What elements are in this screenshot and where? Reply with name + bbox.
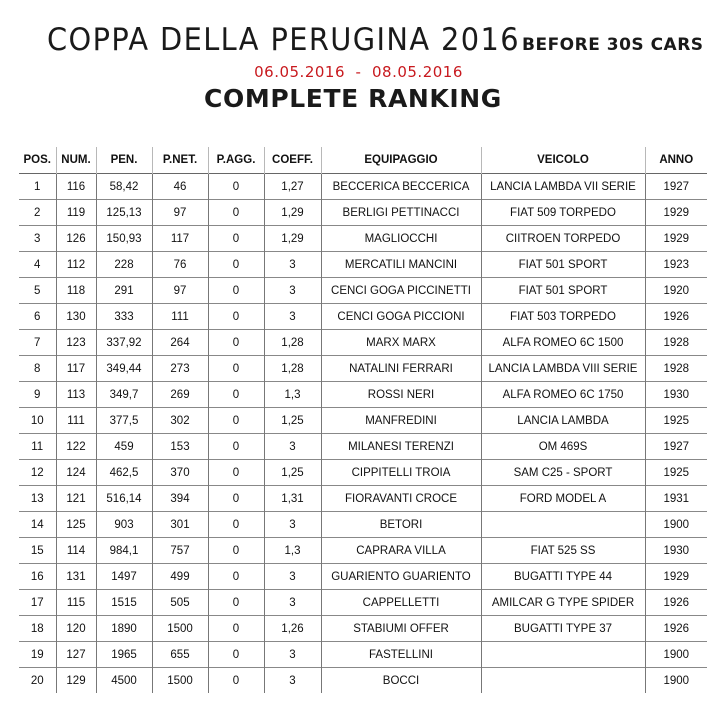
cell-veicolo: BUGATTI TYPE 44 (481, 564, 645, 590)
cell-veicolo: BUGATTI TYPE 37 (481, 616, 645, 642)
cell-pnet: 111 (152, 304, 208, 330)
cell-pos: 10 (19, 408, 56, 434)
cell-pagg: 0 (208, 226, 264, 252)
cell-equipaggio: CAPPELLETTI (321, 590, 481, 616)
cell-pnet: 153 (152, 434, 208, 460)
cell-veicolo: OM 469S (481, 434, 645, 460)
col-header-pagg: P.AGG. (208, 147, 264, 174)
cell-pos: 17 (19, 590, 56, 616)
table-row (19, 174, 707, 200)
cell-coeff: 3 (264, 590, 321, 616)
table-row (19, 564, 707, 590)
cell-num: 121 (56, 486, 96, 512)
cell-pagg: 0 (208, 642, 264, 668)
table-row (19, 486, 707, 512)
cell-equipaggio: MILANESI TERENZI (321, 434, 481, 460)
cell-pos: 6 (19, 304, 56, 330)
cell-pagg: 0 (208, 330, 264, 356)
cell-num: 125 (56, 512, 96, 538)
cell-anno: 1927 (645, 434, 707, 460)
cell-pagg: 0 (208, 486, 264, 512)
event-dates: 06.05.2016 - 08.05.2016 (254, 63, 463, 81)
cell-veicolo: FIAT 525 SS (481, 538, 645, 564)
cell-coeff: 3 (264, 304, 321, 330)
cell-pos: 14 (19, 512, 56, 538)
cell-pnet: 505 (152, 590, 208, 616)
cell-pos: 20 (19, 668, 56, 694)
cell-veicolo: ALFA ROMEO 6C 1500 (481, 330, 645, 356)
title-row (0, 22, 717, 66)
table-row (19, 304, 707, 330)
cell-pagg: 0 (208, 668, 264, 694)
cell-coeff: 1,28 (264, 330, 321, 356)
col-header-equipaggio: EQUIPAGGIO (321, 147, 481, 174)
cell-pnet: 264 (152, 330, 208, 356)
cell-veicolo: FIAT 503 TORPEDO (481, 304, 645, 330)
table-row (19, 590, 707, 616)
cell-pen: 516,14 (96, 486, 152, 512)
cell-pagg: 0 (208, 304, 264, 330)
cell-pagg: 0 (208, 512, 264, 538)
table-row (19, 408, 707, 434)
cell-num: 129 (56, 668, 96, 694)
cell-equipaggio: FIORAVANTI CROCE (321, 486, 481, 512)
ranking-table (19, 147, 707, 693)
cell-equipaggio: CAPRARA VILLA (321, 538, 481, 564)
cell-pen: 337,92 (96, 330, 152, 356)
cell-coeff: 3 (264, 278, 321, 304)
cell-pen: 349,44 (96, 356, 152, 382)
cell-anno: 1923 (645, 252, 707, 278)
cell-equipaggio: FASTELLINI (321, 642, 481, 668)
cell-num: 120 (56, 616, 96, 642)
cell-veicolo (481, 512, 645, 538)
table-row (19, 382, 707, 408)
cell-pos: 4 (19, 252, 56, 278)
cell-coeff: 1,31 (264, 486, 321, 512)
cell-num: 115 (56, 590, 96, 616)
cell-num: 111 (56, 408, 96, 434)
cell-pen: 459 (96, 434, 152, 460)
table-row (19, 538, 707, 564)
table-row (19, 512, 707, 538)
cell-veicolo: ALFA ROMEO 6C 1750 (481, 382, 645, 408)
cell-anno: 1929 (645, 200, 707, 226)
cell-pos: 3 (19, 226, 56, 252)
cell-pen: 462,5 (96, 460, 152, 486)
cell-anno: 1928 (645, 356, 707, 382)
cell-pen: 125,13 (96, 200, 152, 226)
cell-pos: 9 (19, 382, 56, 408)
col-header-coeff: COEFF. (264, 147, 321, 174)
cell-pnet: 97 (152, 200, 208, 226)
cell-coeff: 3 (264, 252, 321, 278)
cell-coeff: 3 (264, 564, 321, 590)
cell-anno: 1927 (645, 174, 707, 200)
cell-pos: 11 (19, 434, 56, 460)
table-row (19, 434, 707, 460)
table-row (19, 642, 707, 668)
cell-pnet: 302 (152, 408, 208, 434)
cell-equipaggio: BETORI (321, 512, 481, 538)
cell-pos: 5 (19, 278, 56, 304)
table-header-row (19, 147, 707, 174)
cell-pagg: 0 (208, 278, 264, 304)
cell-pen: 984,1 (96, 538, 152, 564)
event-title: COPPA DELLA PERUGINA 2016 (47, 22, 521, 58)
cell-pagg: 0 (208, 356, 264, 382)
cell-num: 122 (56, 434, 96, 460)
cell-pagg: 0 (208, 538, 264, 564)
page-header (0, 0, 717, 140)
cell-equipaggio: MARX MARX (321, 330, 481, 356)
cell-num: 127 (56, 642, 96, 668)
cell-veicolo: FORD MODEL A (481, 486, 645, 512)
cell-veicolo: FIAT 501 SPORT (481, 278, 645, 304)
cell-num: 124 (56, 460, 96, 486)
cell-num: 116 (56, 174, 96, 200)
cell-anno: 1929 (645, 226, 707, 252)
cell-pen: 4500 (96, 668, 152, 694)
cell-coeff: 1,25 (264, 460, 321, 486)
cell-veicolo: FIAT 501 SPORT (481, 252, 645, 278)
cell-anno: 1928 (645, 330, 707, 356)
cell-coeff: 1,3 (264, 538, 321, 564)
cell-pnet: 269 (152, 382, 208, 408)
cell-pagg: 0 (208, 460, 264, 486)
cell-coeff: 1,29 (264, 226, 321, 252)
cell-equipaggio: CENCI GOGA PICCIONI (321, 304, 481, 330)
cell-num: 112 (56, 252, 96, 278)
cell-pen: 150,93 (96, 226, 152, 252)
cell-pagg: 0 (208, 252, 264, 278)
cell-num: 113 (56, 382, 96, 408)
cell-pnet: 301 (152, 512, 208, 538)
cell-equipaggio: GUARIENTO GUARIENTO (321, 564, 481, 590)
cell-coeff: 3 (264, 512, 321, 538)
cell-pagg: 0 (208, 408, 264, 434)
cell-num: 118 (56, 278, 96, 304)
cell-num: 130 (56, 304, 96, 330)
cell-equipaggio: ROSSI NERI (321, 382, 481, 408)
ranking-title: COMPLETE RANKING (204, 84, 502, 113)
cell-pen: 291 (96, 278, 152, 304)
cell-pnet: 76 (152, 252, 208, 278)
cell-coeff: 1,3 (264, 382, 321, 408)
cell-pen: 903 (96, 512, 152, 538)
cell-pagg: 0 (208, 174, 264, 200)
cell-coeff: 1,26 (264, 616, 321, 642)
cell-pen: 1965 (96, 642, 152, 668)
table-row (19, 252, 707, 278)
col-header-anno: ANNO (645, 147, 707, 174)
cell-num: 126 (56, 226, 96, 252)
cell-veicolo: LANCIA LAMBDA VIII SERIE (481, 356, 645, 382)
cell-anno: 1931 (645, 486, 707, 512)
cell-equipaggio: CENCI GOGA PICCINETTI (321, 278, 481, 304)
table-row (19, 356, 707, 382)
cell-pnet: 1500 (152, 668, 208, 694)
cell-equipaggio: NATALINI FERRARI (321, 356, 481, 382)
cell-pen: 349,7 (96, 382, 152, 408)
cell-equipaggio: MANFREDINI (321, 408, 481, 434)
cell-num: 123 (56, 330, 96, 356)
cell-equipaggio: BOCCI (321, 668, 481, 694)
cell-anno: 1920 (645, 278, 707, 304)
cell-pnet: 394 (152, 486, 208, 512)
cell-coeff: 3 (264, 642, 321, 668)
cell-pnet: 757 (152, 538, 208, 564)
cell-pnet: 97 (152, 278, 208, 304)
table-row (19, 668, 707, 694)
cell-anno: 1930 (645, 538, 707, 564)
table-row (19, 460, 707, 486)
col-header-num: NUM. (56, 147, 96, 174)
event-subtitle: BEFORE 30S CARS (522, 35, 704, 55)
cell-pos: 13 (19, 486, 56, 512)
cell-pagg: 0 (208, 200, 264, 226)
col-header-pnet: P.NET. (152, 147, 208, 174)
col-header-pos: POS. (23, 154, 51, 166)
cell-coeff: 1,27 (264, 174, 321, 200)
cell-coeff: 1,28 (264, 356, 321, 382)
cell-pen: 1497 (96, 564, 152, 590)
cell-equipaggio: MERCATILI MANCINI (321, 252, 481, 278)
cell-pen: 1515 (96, 590, 152, 616)
cell-pen: 228 (96, 252, 152, 278)
cell-pos: 19 (19, 642, 56, 668)
cell-anno: 1900 (645, 512, 707, 538)
cell-pos: 12 (19, 460, 56, 486)
cell-coeff: 3 (264, 434, 321, 460)
cell-pen: 333 (96, 304, 152, 330)
cell-pagg: 0 (208, 564, 264, 590)
cell-pnet: 655 (152, 642, 208, 668)
cell-anno: 1926 (645, 304, 707, 330)
cell-pos: 2 (19, 200, 56, 226)
table-row (19, 278, 707, 304)
cell-veicolo: CIITROEN TORPEDO (481, 226, 645, 252)
cell-pnet: 370 (152, 460, 208, 486)
cell-num: 117 (56, 356, 96, 382)
cell-pos: 16 (19, 564, 56, 590)
cell-veicolo: AMILCAR G TYPE SPIDER (481, 590, 645, 616)
cell-veicolo: SAM C25 - SPORT (481, 460, 645, 486)
cell-equipaggio: CIPPITELLI TROIA (321, 460, 481, 486)
cell-pen: 377,5 (96, 408, 152, 434)
cell-anno: 1926 (645, 590, 707, 616)
cell-num: 114 (56, 538, 96, 564)
cell-veicolo (481, 668, 645, 694)
cell-veicolo: FIAT 509 TORPEDO (481, 200, 645, 226)
cell-pen: 58,42 (96, 174, 152, 200)
col-header-veicolo: VEICOLO (481, 147, 645, 174)
cell-pos: 18 (19, 616, 56, 642)
cell-coeff: 3 (264, 668, 321, 694)
cell-pos: 15 (19, 538, 56, 564)
table-row (19, 616, 707, 642)
cell-veicolo: LANCIA LAMBDA VII SERIE (481, 174, 645, 200)
cell-veicolo (481, 642, 645, 668)
cell-num: 119 (56, 200, 96, 226)
cell-veicolo: LANCIA LAMBDA (481, 408, 645, 434)
col-header-pen: PEN. (96, 147, 152, 174)
cell-pnet: 46 (152, 174, 208, 200)
cell-pos: 1 (19, 174, 56, 200)
cell-equipaggio: BERLIGI PETTINACCI (321, 200, 481, 226)
ranking-body (19, 174, 707, 694)
table-row (19, 200, 707, 226)
cell-anno: 1900 (645, 642, 707, 668)
cell-pos: 7 (19, 330, 56, 356)
ranking-sheet (19, 147, 707, 701)
cell-anno: 1925 (645, 460, 707, 486)
cell-equipaggio: BECCERICA BECCERICA (321, 174, 481, 200)
cell-anno: 1925 (645, 408, 707, 434)
cell-coeff: 1,29 (264, 200, 321, 226)
cell-pagg: 0 (208, 616, 264, 642)
table-row (19, 330, 707, 356)
cell-pagg: 0 (208, 434, 264, 460)
cell-pen: 1890 (96, 616, 152, 642)
cell-coeff: 1,25 (264, 408, 321, 434)
cell-anno: 1926 (645, 616, 707, 642)
cell-pos: 8 (19, 356, 56, 382)
cell-pagg: 0 (208, 382, 264, 408)
cell-pagg: 0 (208, 590, 264, 616)
cell-pnet: 1500 (152, 616, 208, 642)
cell-num: 131 (56, 564, 96, 590)
cell-equipaggio: MAGLIOCCHI (321, 226, 481, 252)
cell-pnet: 273 (152, 356, 208, 382)
cell-pnet: 499 (152, 564, 208, 590)
table-row (19, 226, 707, 252)
cell-equipaggio: STABIUMI OFFER (321, 616, 481, 642)
cell-anno: 1930 (645, 382, 707, 408)
cell-anno: 1929 (645, 564, 707, 590)
cell-anno: 1900 (645, 668, 707, 694)
cell-pnet: 117 (152, 226, 208, 252)
